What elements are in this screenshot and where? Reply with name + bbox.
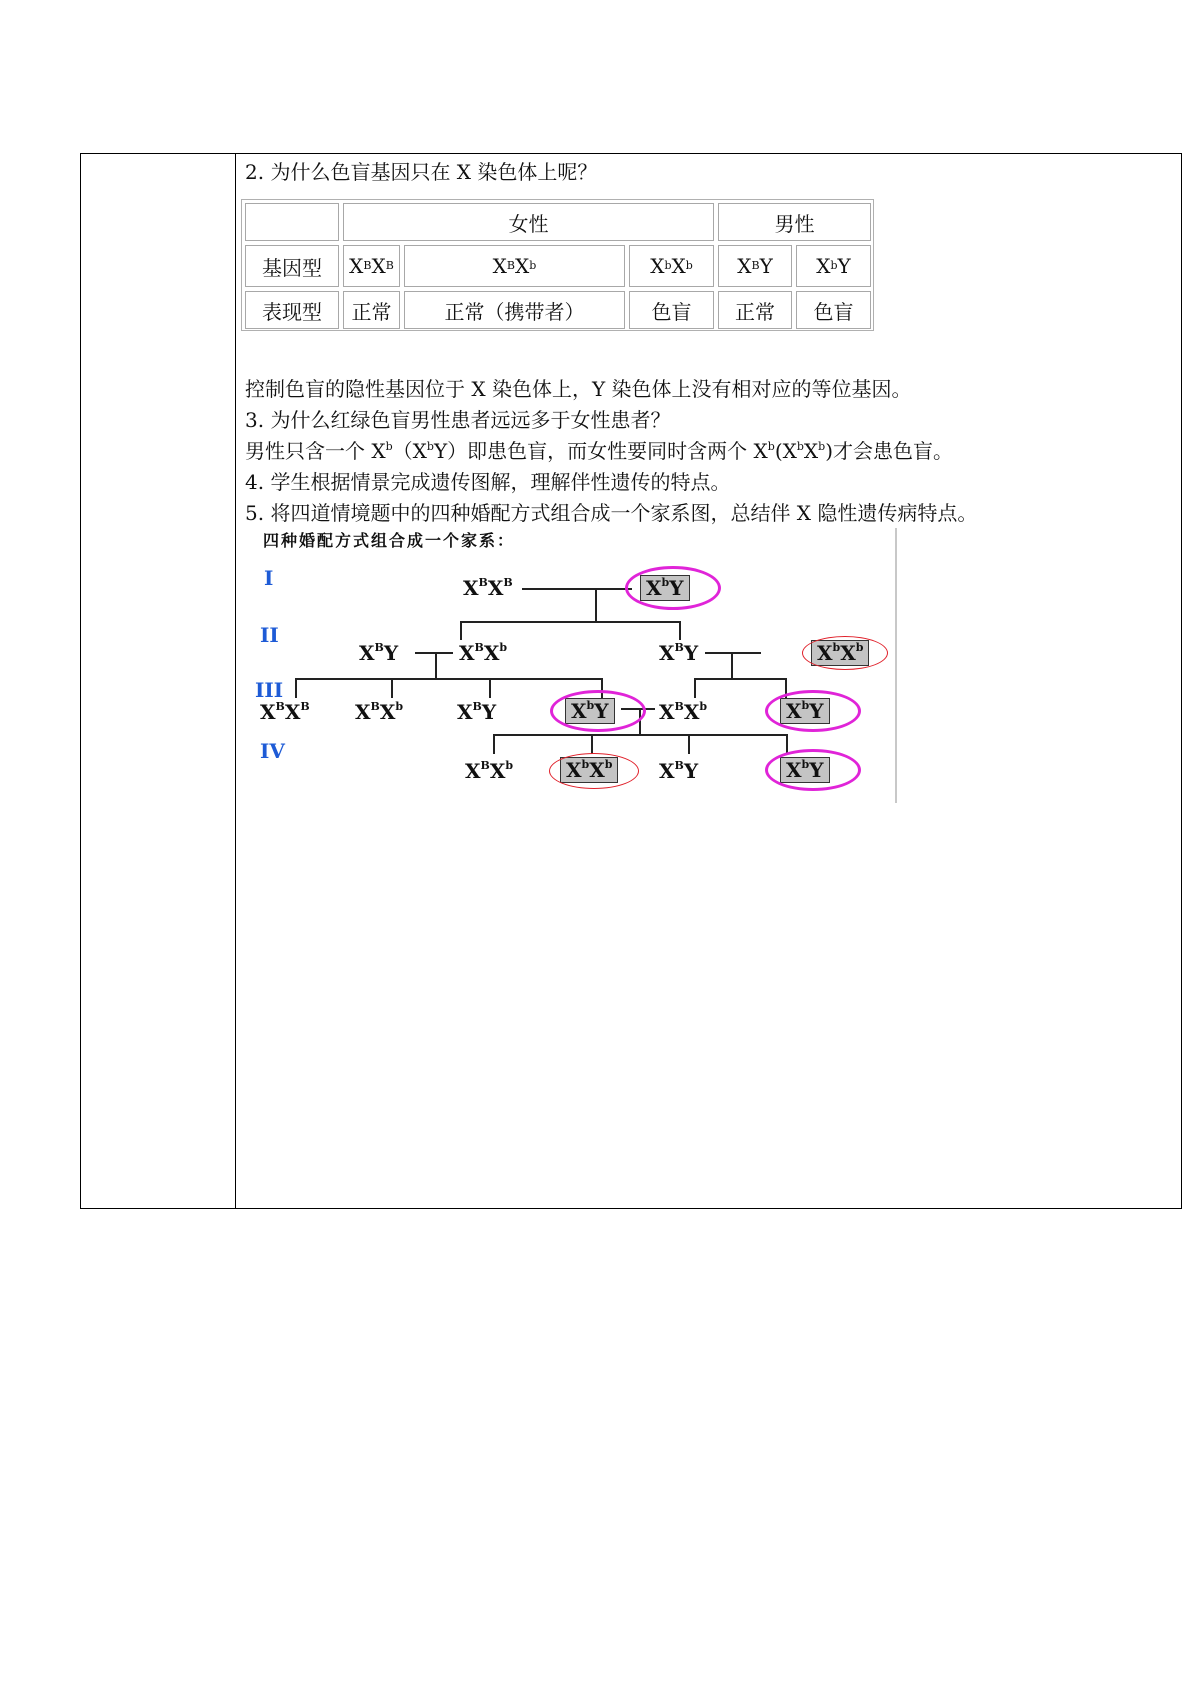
individual-III4: $X^bY$ — [565, 698, 615, 724]
answer-3: 男性只含一个 $X^b(X^bY)$即患色盲，而女性要同时含两个 $X^b(X^bX^b)$才会患色盲。 — [245, 439, 954, 463]
pedigree-title: 四种婚配方式组合成一个家系： — [263, 531, 516, 550]
phenotype-cell: 色盲 — [629, 291, 714, 329]
pedigree-line — [731, 652, 733, 678]
individual-I2: $X^bY$ — [640, 575, 690, 601]
individual-I1: $X^BX^B$ — [463, 576, 513, 600]
genotype-table — [241, 199, 874, 331]
generation-label: III — [255, 678, 284, 702]
pedigree-line — [694, 678, 696, 698]
individual-III2: $X^BX^b$ — [355, 700, 404, 724]
pedigree-line — [522, 588, 632, 590]
individual-IV1: $X^BX^b$ — [465, 759, 514, 783]
phenotype-cell: 色盲 — [796, 291, 871, 329]
pedigree-line — [591, 734, 593, 754]
pedigree-line — [639, 708, 641, 734]
individual-IV2: $X^bX^b$ — [560, 757, 618, 783]
table-header-male: 男性 — [718, 203, 871, 241]
pedigree-line — [601, 678, 603, 698]
generation-label: IV — [260, 739, 285, 763]
pedigree-line — [489, 678, 491, 698]
pedigree-line — [460, 621, 680, 623]
figure-border — [895, 528, 897, 803]
column-divider — [235, 154, 236, 1208]
table-header-empty — [245, 203, 339, 241]
individual-II2: $X^BX^b$ — [459, 641, 508, 665]
individual-II1: $X^BY$ — [359, 641, 399, 665]
pedigree-line — [694, 678, 786, 680]
pedigree-line — [595, 588, 597, 621]
pedigree-line — [493, 734, 787, 736]
paragraph-recessive-gene: 控制色盲的隐性基因位于 X 染色体上，Y 染色体上没有相对应的等位基因。 — [245, 377, 912, 401]
pedigree-line — [679, 621, 681, 640]
question-2: 2. 为什么色盲基因只在 X 染色体上呢？ — [245, 160, 598, 184]
phenotype-cell: 正常 — [343, 291, 400, 329]
pedigree-line — [391, 678, 393, 698]
table-row-label-phenotype: 表现型 — [245, 291, 339, 329]
genotype-cell: X b X b — [629, 245, 714, 287]
table-header-female: 女性 — [343, 203, 714, 241]
individual-III1: $X^BX^B$ — [260, 700, 310, 724]
table-row-label-genotype: 基因型 — [245, 245, 339, 287]
phenotype-cell: 正常（携带者） — [404, 291, 625, 329]
individual-II4: $X^bX^b$ — [811, 640, 869, 666]
pedigree-line — [493, 734, 495, 754]
pedigree-line — [705, 652, 761, 654]
individual-III3: $X^BY$ — [457, 700, 497, 724]
pedigree-line — [435, 652, 437, 678]
pedigree-line — [460, 621, 462, 640]
generation-label: I — [264, 566, 274, 590]
pedigree-figure — [247, 528, 897, 803]
question-4: 4. 学生根据情景完成遗传图解，理解伴性遗传的特点。 — [245, 470, 731, 494]
individual-III6: $X^bY$ — [780, 698, 830, 724]
pedigree-line — [785, 678, 787, 698]
genotype-cell: X B X B — [343, 245, 400, 287]
genotype-cell: X B Y — [718, 245, 792, 287]
generation-label: II — [260, 623, 279, 647]
pedigree-line — [295, 678, 297, 698]
question-5: 5. 将四道情境题中的四种婚配方式组合成一个家系图，总结伴 X 隐性遗传病特点。 — [245, 501, 978, 525]
question-3: 3. 为什么红绿色盲男性患者远远多于女性患者？ — [245, 408, 671, 432]
genotype-cell: X b Y — [796, 245, 871, 287]
individual-IV4: $X^bY$ — [780, 757, 830, 783]
individual-IV3: $X^BY$ — [659, 759, 699, 783]
pedigree-line — [688, 734, 690, 754]
pedigree-line — [295, 678, 601, 680]
genotype-cell: X B X b — [404, 245, 625, 287]
phenotype-cell: 正常 — [718, 291, 792, 329]
individual-III5: $X^BX^b$ — [659, 700, 708, 724]
individual-II3: $X^BY$ — [659, 641, 699, 665]
pedigree-line — [621, 708, 655, 710]
pedigree-line — [415, 652, 453, 654]
pedigree-line — [786, 734, 788, 754]
